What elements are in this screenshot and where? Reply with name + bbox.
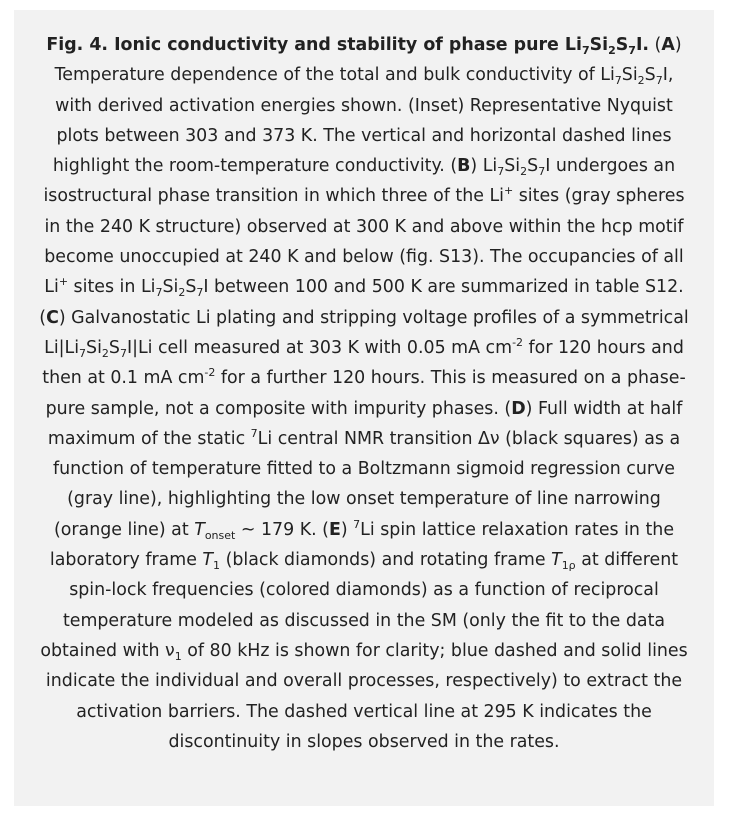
caption-text: S <box>644 65 656 86</box>
paren: ) <box>340 519 348 540</box>
caption-text: (black diamonds) and rotating frame <box>220 550 552 571</box>
title-text: Si <box>589 35 609 55</box>
panel-label-c: C <box>46 307 59 328</box>
superscript: + <box>503 184 514 198</box>
italic-symbol: T <box>194 519 205 540</box>
italic-symbol: T <box>202 550 214 571</box>
part-b <box>43 156 685 300</box>
caption-text: at different spin-lock frequencies (colored diamonds) as a function of reciprocal temperature modeled as discussed in the SM (only the fit to the data obtained with ν <box>40 550 679 661</box>
subscript: 7 <box>196 286 204 300</box>
subscript: 2 <box>608 44 616 57</box>
superscript: 7 <box>250 426 258 440</box>
title-text: Fig. 4. Ionic conductivity and stability of phase pure Li <box>46 35 582 55</box>
superscript: 7 <box>353 517 361 531</box>
caption-text: for a further 120 hours. This is measured on a phase-pure sample, not a composite with impurity phases. <box>45 368 686 419</box>
figure-caption-panel <box>14 10 714 806</box>
subscript: 1ρ <box>561 559 576 573</box>
subscript: 7 <box>628 44 636 57</box>
subscript: 1 <box>174 649 182 663</box>
paren: ( <box>498 398 512 419</box>
caption-text: Si <box>162 277 179 298</box>
superscript: -2 <box>204 366 216 380</box>
title-text: S <box>615 35 629 55</box>
subscript: 2 <box>101 346 109 360</box>
panel-label-e: E <box>328 519 341 540</box>
paren: ( <box>316 519 329 540</box>
paren: ( <box>649 35 662 55</box>
subscript: 7 <box>79 346 87 360</box>
caption-text: Li <box>477 156 498 177</box>
part-e <box>40 517 688 752</box>
paren: ( <box>444 156 458 177</box>
paren: ( <box>39 307 47 328</box>
caption-title <box>46 35 649 55</box>
caption-text: sites (gray spheres in the 240 K structure) observed at 300 K and above within the hcp motif become unoccupied at 240 K and below (fig. S13). The occupancies of all Li <box>44 186 685 298</box>
italic-symbol: T <box>551 550 562 571</box>
caption-text: Si <box>621 65 638 86</box>
superscript: + <box>58 275 69 289</box>
subscript: 7 <box>119 346 127 360</box>
caption-text: Li central NMR transition Δν (black squares) as a function of temperature fitted to a Boltzmann sigmoid regression curve (gray line), highlighting the low onset temperature of line narrowing (orange line) at <box>53 428 681 540</box>
caption-text: S <box>527 156 539 177</box>
subscript: onset <box>204 528 236 542</box>
caption-text: S <box>108 337 120 358</box>
subscript: 7 <box>655 74 663 88</box>
paren: ) <box>58 307 66 328</box>
subscript: 2 <box>520 165 528 179</box>
subscript: 2 <box>637 74 645 88</box>
superscript: -2 <box>512 335 524 349</box>
caption-text: Galvanostatic Li plating and stripping voltage profiles of a symmetrical Li|Li <box>44 307 689 358</box>
subscript: 1 <box>213 559 221 573</box>
figure-caption <box>38 30 690 757</box>
paren: ) <box>525 398 533 419</box>
caption-text: Temperature dependence of the total and bulk conductivity of Li <box>54 65 615 86</box>
subscript: 7 <box>155 286 163 300</box>
paren: ) <box>674 35 682 55</box>
panel-label-a: A <box>661 35 675 55</box>
caption-text: I between 100 and 500 K are summarized in table S12. <box>203 277 684 298</box>
caption-text: sites in Li <box>68 277 156 298</box>
title-text: I. <box>635 35 650 55</box>
subscript: 7 <box>497 165 505 179</box>
subscript: 7 <box>581 44 590 57</box>
caption-text: I undergoes an isostructural phase transition in which three of the Li <box>43 156 676 207</box>
caption-text: Full width at half maximum of the static <box>47 398 683 449</box>
part-d <box>48 399 682 540</box>
panel-label-b: B <box>457 156 471 177</box>
subscript: 7 <box>538 165 546 179</box>
caption-text: I, with derived activation energies shown. (Inset) Representative Nyquist plots between 303 and 373 K. The vertical and horizontal dashed lines highlight the room-temperature conductivity. <box>52 65 674 177</box>
subscript: 2 <box>178 286 186 300</box>
paren: ) <box>470 156 478 177</box>
caption-text: Si <box>86 337 102 358</box>
caption-text: Li spin lattice relaxation rates in the laboratory frame <box>49 519 675 571</box>
caption-text: ~ 179 K. <box>235 519 317 540</box>
caption-text: I|Li cell measured at 303 K with 0.05 mA cm <box>126 337 513 358</box>
panel-label-d: D <box>511 398 526 419</box>
caption-text: Si <box>504 156 521 177</box>
caption-text: of 80 kHz is shown for clarity; blue dashed and solid lines indicate the individual and overall processes, respectively) to extract the activation barriers. The dashed vertical line at 295 K indicates the discontinuity in slopes observed in the rates. <box>45 640 688 752</box>
caption-text: S <box>185 277 197 298</box>
subscript: 7 <box>614 74 622 88</box>
caption-text: for 120 hours and then at 0.1 mA cm <box>42 337 684 389</box>
